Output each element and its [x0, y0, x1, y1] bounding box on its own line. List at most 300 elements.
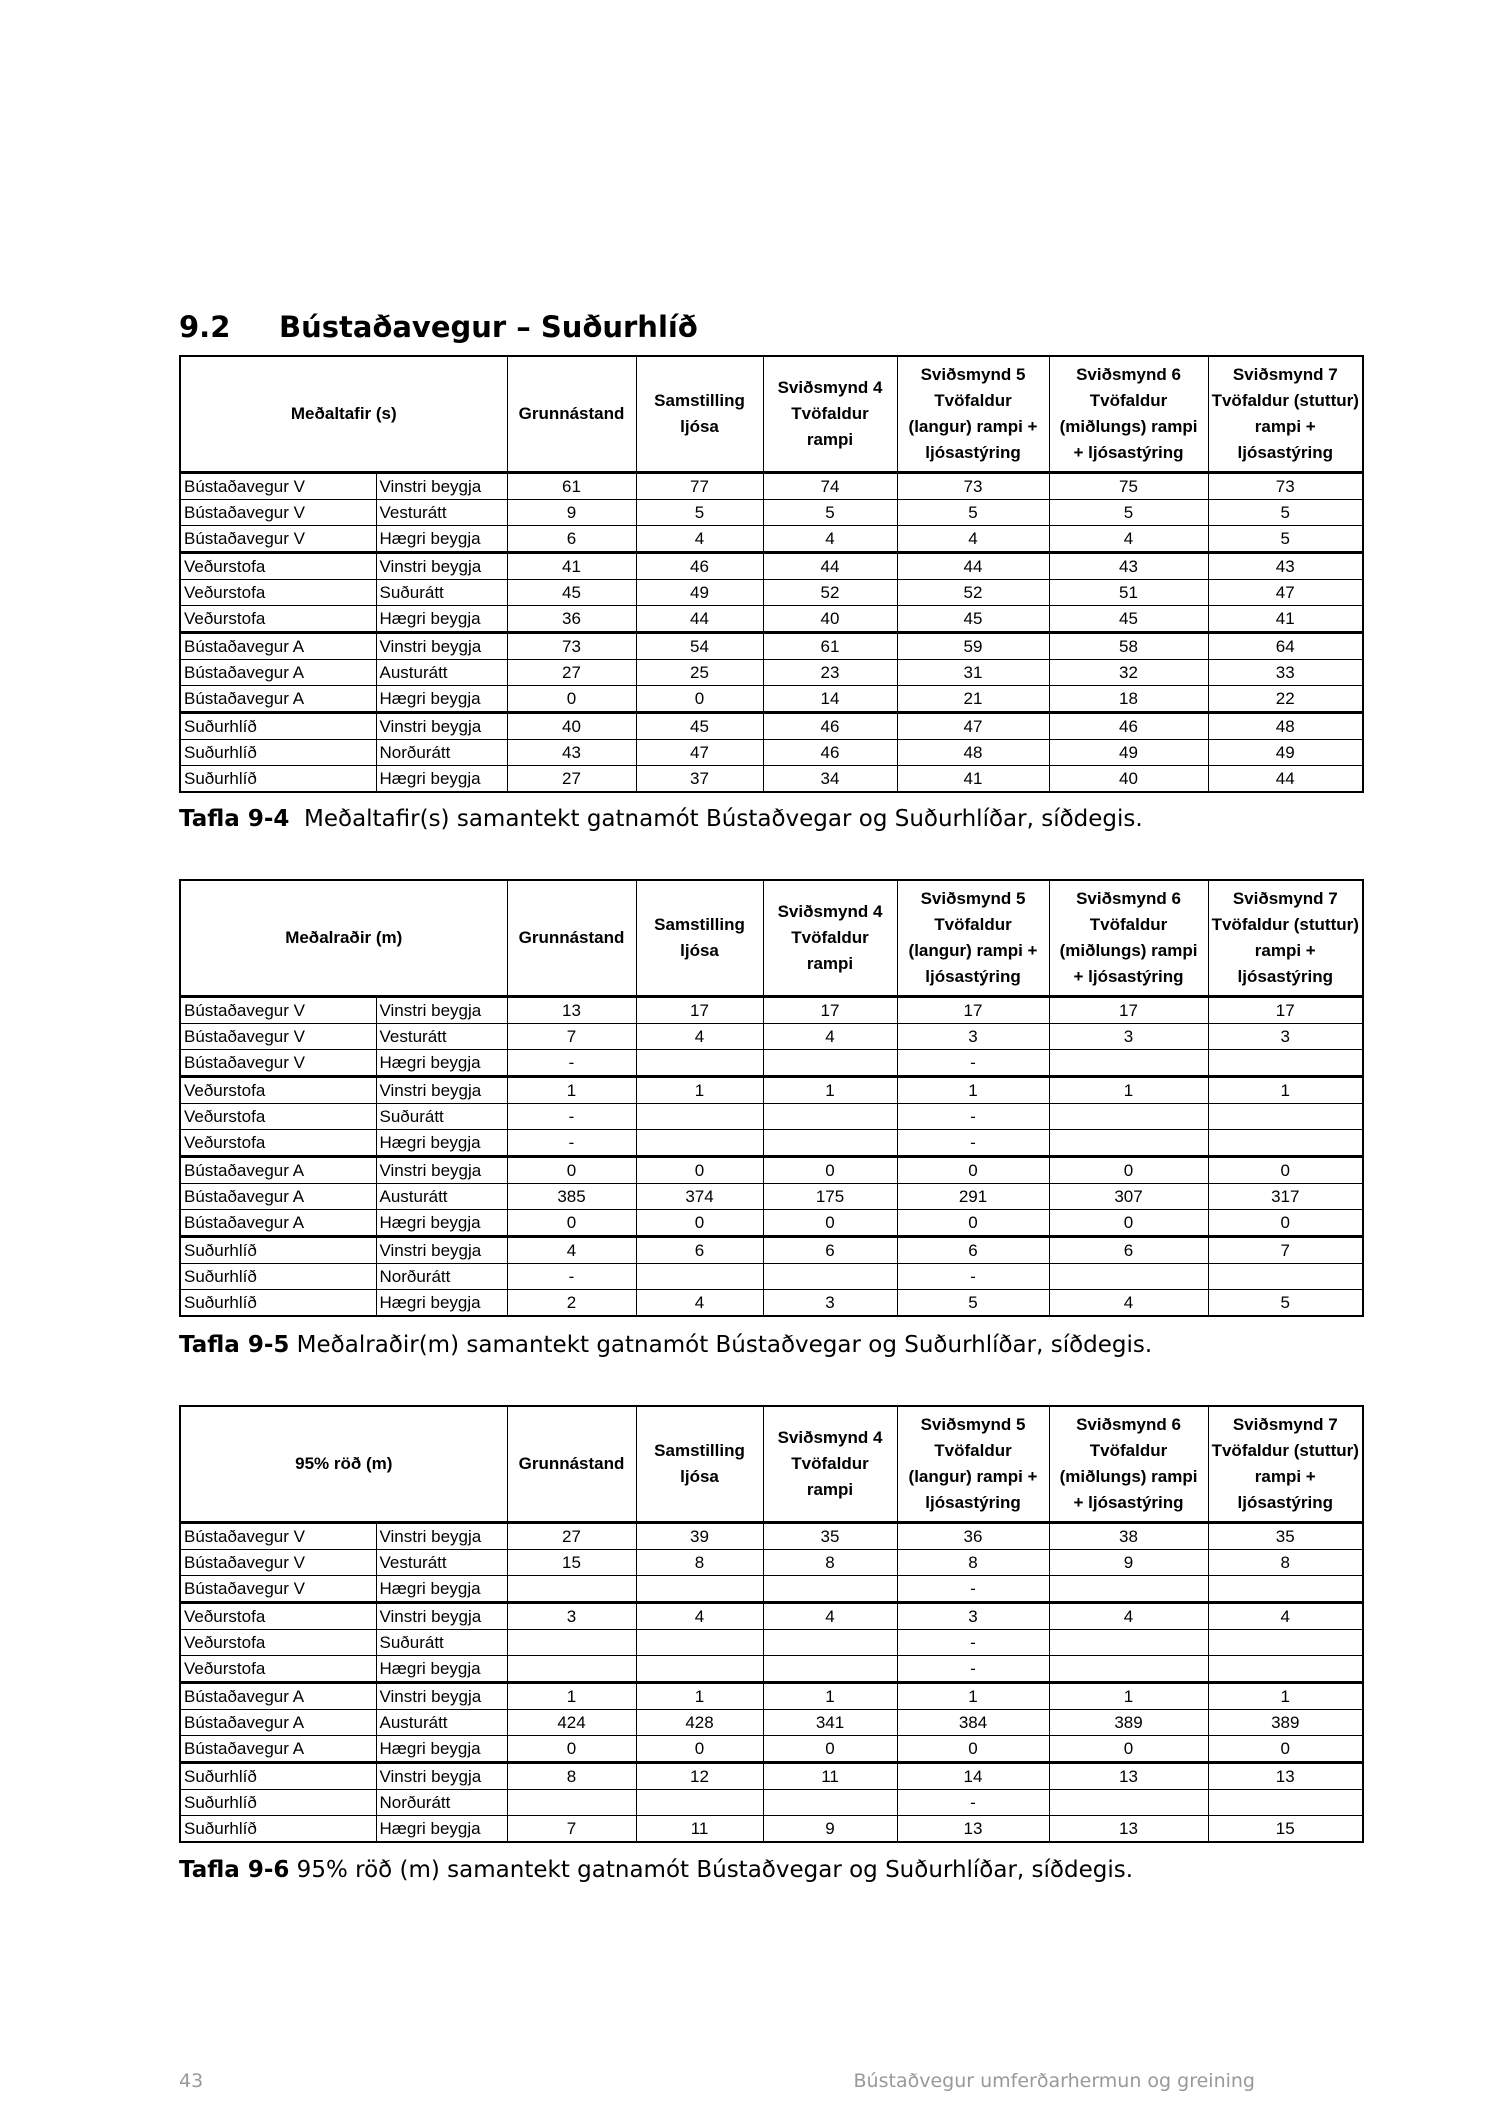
table-row: [180, 526, 1363, 553]
value-cell: 0: [636, 1210, 763, 1237]
table-row: [180, 1710, 1363, 1736]
queue-table: [179, 879, 1364, 1317]
value-cell: 1: [897, 1683, 1049, 1710]
column-header: Samstilling ljósa: [636, 1406, 763, 1523]
value-cell: 27: [507, 660, 636, 686]
value-cell: 13: [507, 997, 636, 1024]
value-cell: 38: [1049, 1523, 1208, 1550]
value-cell: 4: [1049, 1603, 1208, 1630]
value-cell: [636, 1104, 763, 1130]
value-cell: 8: [1208, 1550, 1363, 1576]
value-cell: 5: [1208, 500, 1363, 526]
delay-table: [179, 355, 1364, 793]
value-cell: 1: [1049, 1077, 1208, 1104]
value-cell: 0: [763, 1736, 897, 1763]
value-cell: [763, 1630, 897, 1656]
value-cell: 23: [763, 660, 897, 686]
value-cell: [763, 1576, 897, 1603]
table-row: [180, 1104, 1363, 1130]
approach-cell: Bústaðavegur V: [180, 1024, 376, 1050]
table-row: [180, 766, 1363, 793]
approach-cell: Bústaðavegur V: [180, 1576, 376, 1603]
value-cell: 40: [763, 606, 897, 633]
value-cell: 73: [507, 633, 636, 660]
column-header: Grunnástand: [507, 880, 636, 997]
value-cell: 4: [763, 526, 897, 553]
value-cell: 4: [636, 1024, 763, 1050]
table-row: [180, 1157, 1363, 1184]
value-cell: [763, 1130, 897, 1157]
approach-cell: Veðurstofa: [180, 1630, 376, 1656]
value-cell: [1049, 1656, 1208, 1683]
value-cell: 47: [636, 740, 763, 766]
table-row: [180, 1184, 1363, 1210]
value-cell: [1049, 1130, 1208, 1157]
value-cell: 46: [636, 553, 763, 580]
table-row: [180, 1050, 1363, 1077]
value-cell: -: [897, 1656, 1049, 1683]
value-cell: 1: [763, 1077, 897, 1104]
section-number: 9.2: [179, 310, 231, 344]
value-cell: [1049, 1050, 1208, 1077]
value-cell: [1208, 1576, 1363, 1603]
table-row: [180, 606, 1363, 633]
table-row: [180, 1290, 1363, 1317]
value-cell: 0: [763, 1210, 897, 1237]
movement-cell: Austurátt: [376, 660, 507, 686]
table-row: [180, 500, 1363, 526]
header-row: [180, 356, 1363, 473]
approach-cell: Bústaðavegur V: [180, 1050, 376, 1077]
approach-cell: Veðurstofa: [180, 1130, 376, 1157]
movement-cell: Suðurátt: [376, 1104, 507, 1130]
table-row: [180, 660, 1363, 686]
caption-text: Meðaltafir(s) samantekt gatnamót Bústaðvegar og Suðurhlíðar, síðdegis.: [289, 806, 1143, 832]
value-cell: 5: [897, 1290, 1049, 1317]
value-cell: 3: [763, 1290, 897, 1317]
value-cell: 36: [507, 606, 636, 633]
value-cell: 1: [507, 1077, 636, 1104]
table-row: [180, 1763, 1363, 1790]
value-cell: [763, 1104, 897, 1130]
value-cell: 21: [897, 686, 1049, 713]
caption-text: 95% röð (m) samantekt gatnamót Bústaðvegar og Suðurhlíðar, síðdegis.: [289, 1857, 1134, 1883]
value-cell: [507, 1576, 636, 1603]
value-cell: 4: [636, 1603, 763, 1630]
approach-cell: Suðurhlíð: [180, 766, 376, 793]
value-cell: 61: [507, 473, 636, 500]
value-cell: 58: [1049, 633, 1208, 660]
value-cell: [1208, 1050, 1363, 1077]
value-cell: 52: [897, 580, 1049, 606]
table-row: [180, 633, 1363, 660]
metric-header: Meðaltafir (s): [180, 356, 507, 473]
value-cell: 77: [636, 473, 763, 500]
caption-text: Meðalraðir(m) samantekt gatnamót Bústaðvegar og Suðurhlíðar, síðdegis.: [289, 1332, 1153, 1358]
approach-cell: Veðurstofa: [180, 580, 376, 606]
header-row: [180, 1406, 1363, 1523]
value-cell: 0: [636, 1157, 763, 1184]
value-cell: 25: [636, 660, 763, 686]
movement-cell: Austurátt: [376, 1710, 507, 1736]
metric-header: Meðalraðir (m): [180, 880, 507, 997]
value-cell: [1049, 1576, 1208, 1603]
value-cell: 0: [897, 1210, 1049, 1237]
value-cell: 47: [897, 713, 1049, 740]
table-row: [180, 1550, 1363, 1576]
value-cell: 4: [1049, 526, 1208, 553]
value-cell: 48: [897, 740, 1049, 766]
value-cell: [763, 1790, 897, 1816]
movement-cell: Suðurátt: [376, 580, 507, 606]
value-cell: 4: [636, 526, 763, 553]
value-cell: 14: [763, 686, 897, 713]
approach-cell: Bústaðavegur A: [180, 1184, 376, 1210]
movement-cell: Norðurátt: [376, 1790, 507, 1816]
approach-cell: Suðurhlíð: [180, 1790, 376, 1816]
movement-cell: Hægri beygja: [376, 1736, 507, 1763]
value-cell: 341: [763, 1710, 897, 1736]
section-heading: [179, 310, 698, 344]
value-cell: [636, 1576, 763, 1603]
value-cell: 2: [507, 1290, 636, 1317]
value-cell: 27: [507, 766, 636, 793]
column-header: Grunnástand: [507, 356, 636, 473]
value-cell: 6: [507, 526, 636, 553]
approach-cell: Bústaðavegur V: [180, 997, 376, 1024]
column-header: Sviðsmynd 7 Tvöfaldur (stuttur) rampi + ljósastýring: [1208, 1406, 1363, 1523]
value-cell: 428: [636, 1710, 763, 1736]
movement-cell: Vinstri beygja: [376, 1763, 507, 1790]
value-cell: 1: [1049, 1683, 1208, 1710]
value-cell: 44: [636, 606, 763, 633]
value-cell: 17: [636, 997, 763, 1024]
movement-cell: Vinstri beygja: [376, 1157, 507, 1184]
value-cell: 1: [636, 1077, 763, 1104]
approach-cell: Suðurhlíð: [180, 1237, 376, 1264]
value-cell: 46: [763, 713, 897, 740]
value-cell: 17: [1049, 997, 1208, 1024]
table-row: [180, 1656, 1363, 1683]
value-cell: 3: [1049, 1024, 1208, 1050]
movement-cell: Hægri beygja: [376, 686, 507, 713]
movement-cell: Vinstri beygja: [376, 1237, 507, 1264]
value-cell: 61: [763, 633, 897, 660]
column-header: Sviðsmynd 4 Tvöfaldur rampi: [763, 880, 897, 997]
approach-cell: Suðurhlíð: [180, 1763, 376, 1790]
value-cell: 8: [897, 1550, 1049, 1576]
value-cell: 41: [1208, 606, 1363, 633]
value-cell: 4: [1049, 1290, 1208, 1317]
value-cell: [1049, 1630, 1208, 1656]
table-row: [180, 580, 1363, 606]
movement-cell: Hægri beygja: [376, 1130, 507, 1157]
value-cell: 0: [1049, 1157, 1208, 1184]
value-cell: [1049, 1790, 1208, 1816]
value-cell: 3: [507, 1603, 636, 1630]
movement-cell: Norðurátt: [376, 1264, 507, 1290]
value-cell: [763, 1656, 897, 1683]
value-cell: 49: [1049, 740, 1208, 766]
movement-cell: Hægri beygja: [376, 1050, 507, 1077]
value-cell: 11: [763, 1763, 897, 1790]
value-cell: 43: [1049, 553, 1208, 580]
value-cell: 3: [897, 1024, 1049, 1050]
value-cell: 7: [1208, 1237, 1363, 1264]
value-cell: 9: [763, 1816, 897, 1843]
table-row: [180, 1523, 1363, 1550]
value-cell: 6: [897, 1237, 1049, 1264]
approach-cell: Bústaðavegur V: [180, 473, 376, 500]
movement-cell: Hægri beygja: [376, 1210, 507, 1237]
table-row: [180, 1603, 1363, 1630]
value-cell: -: [897, 1104, 1049, 1130]
movement-cell: Hægri beygja: [376, 1290, 507, 1317]
table-row: [180, 1736, 1363, 1763]
movement-cell: Vinstri beygja: [376, 473, 507, 500]
caption-label: Tafla 9-6: [179, 1857, 290, 1883]
column-header: Sviðsmynd 4 Tvöfaldur rampi: [763, 356, 897, 473]
approach-cell: Veðurstofa: [180, 1603, 376, 1630]
value-cell: 17: [897, 997, 1049, 1024]
movement-cell: Hægri beygja: [376, 1576, 507, 1603]
value-cell: 0: [507, 1157, 636, 1184]
movement-cell: Austurátt: [376, 1184, 507, 1210]
movement-cell: Hægri beygja: [376, 766, 507, 793]
value-cell: 14: [897, 1763, 1049, 1790]
table-row: [180, 1264, 1363, 1290]
approach-cell: Veðurstofa: [180, 1104, 376, 1130]
value-cell: 4: [1208, 1603, 1363, 1630]
value-cell: 0: [1049, 1736, 1208, 1763]
value-cell: [1049, 1104, 1208, 1130]
value-cell: 15: [1208, 1816, 1363, 1843]
value-cell: 1: [763, 1683, 897, 1710]
value-cell: 32: [1049, 660, 1208, 686]
value-cell: 4: [763, 1024, 897, 1050]
approach-cell: Bústaðavegur V: [180, 500, 376, 526]
value-cell: 1: [507, 1683, 636, 1710]
approach-cell: Veðurstofa: [180, 1656, 376, 1683]
table-row: [180, 1024, 1363, 1050]
value-cell: 0: [507, 686, 636, 713]
value-cell: 41: [507, 553, 636, 580]
value-cell: 45: [1049, 606, 1208, 633]
movement-cell: Hægri beygja: [376, 526, 507, 553]
value-cell: 0: [636, 1736, 763, 1763]
metric-header: 95% röð (m): [180, 1406, 507, 1523]
approach-cell: Bústaðavegur A: [180, 633, 376, 660]
value-cell: 389: [1208, 1710, 1363, 1736]
value-cell: 54: [636, 633, 763, 660]
value-cell: 5: [897, 500, 1049, 526]
column-header: Sviðsmynd 6 Tvöfaldur (miðlungs) rampi + ljósastýring: [1049, 1406, 1208, 1523]
value-cell: -: [897, 1050, 1049, 1077]
value-cell: 41: [897, 766, 1049, 793]
value-cell: [1208, 1790, 1363, 1816]
movement-cell: Vinstri beygja: [376, 1683, 507, 1710]
value-cell: 40: [507, 713, 636, 740]
table-row: [180, 1130, 1363, 1157]
table-caption: [179, 1332, 1152, 1358]
value-cell: 0: [507, 1736, 636, 1763]
table-caption: [179, 806, 1143, 832]
approach-cell: Bústaðavegur A: [180, 1157, 376, 1184]
value-cell: 51: [1049, 580, 1208, 606]
value-cell: -: [507, 1130, 636, 1157]
value-cell: 49: [636, 580, 763, 606]
column-header: Sviðsmynd 5 Tvöfaldur (langur) rampi + ljósastýring: [897, 356, 1049, 473]
movement-cell: Hægri beygja: [376, 1656, 507, 1683]
value-cell: 1: [897, 1077, 1049, 1104]
value-cell: [1208, 1130, 1363, 1157]
column-header: Grunnástand: [507, 1406, 636, 1523]
approach-cell: Bústaðavegur A: [180, 1210, 376, 1237]
value-cell: 4: [763, 1603, 897, 1630]
value-cell: 59: [897, 633, 1049, 660]
value-cell: [1208, 1264, 1363, 1290]
approach-cell: Veðurstofa: [180, 553, 376, 580]
value-cell: 5: [1208, 526, 1363, 553]
value-cell: 385: [507, 1184, 636, 1210]
value-cell: 5: [1208, 1290, 1363, 1317]
value-cell: 35: [1208, 1523, 1363, 1550]
column-header: Sviðsmynd 6 Tvöfaldur (miðlungs) rampi + ljósastýring: [1049, 880, 1208, 997]
value-cell: [1208, 1630, 1363, 1656]
value-cell: 48: [1208, 713, 1363, 740]
caption-label: Tafla 9-5: [179, 1332, 290, 1358]
movement-cell: Vinstri beygja: [376, 633, 507, 660]
value-cell: 307: [1049, 1184, 1208, 1210]
value-cell: 74: [763, 473, 897, 500]
value-cell: 0: [1049, 1210, 1208, 1237]
value-cell: 5: [763, 500, 897, 526]
column-header: Sviðsmynd 6 Tvöfaldur (miðlungs) rampi + ljósastýring: [1049, 356, 1208, 473]
value-cell: 45: [636, 713, 763, 740]
value-cell: [636, 1264, 763, 1290]
value-cell: 44: [897, 553, 1049, 580]
value-cell: 6: [1049, 1237, 1208, 1264]
value-cell: 17: [1208, 997, 1363, 1024]
value-cell: 389: [1049, 1710, 1208, 1736]
table-row: [180, 473, 1363, 500]
value-cell: -: [897, 1630, 1049, 1656]
value-cell: 73: [1208, 473, 1363, 500]
value-cell: 9: [507, 500, 636, 526]
value-cell: 45: [507, 580, 636, 606]
value-cell: 0: [897, 1736, 1049, 1763]
table-row: [180, 997, 1363, 1024]
value-cell: 1: [636, 1683, 763, 1710]
column-header: Sviðsmynd 5 Tvöfaldur (langur) rampi + ljósastýring: [897, 880, 1049, 997]
queue95-table: [179, 1405, 1364, 1843]
approach-cell: Bústaðavegur A: [180, 686, 376, 713]
page-number: 43: [179, 2070, 204, 2092]
value-cell: 45: [897, 606, 1049, 633]
value-cell: 33: [1208, 660, 1363, 686]
value-cell: 18: [1049, 686, 1208, 713]
value-cell: -: [507, 1104, 636, 1130]
value-cell: 6: [636, 1237, 763, 1264]
approach-cell: Suðurhlíð: [180, 713, 376, 740]
value-cell: 17: [763, 997, 897, 1024]
value-cell: -: [897, 1576, 1049, 1603]
caption-label: Tafla 9-4: [179, 806, 290, 832]
value-cell: -: [507, 1264, 636, 1290]
movement-cell: Vinstri beygja: [376, 553, 507, 580]
value-cell: 73: [897, 473, 1049, 500]
value-cell: 3: [1208, 1024, 1363, 1050]
value-cell: -: [507, 1050, 636, 1077]
movement-cell: Vinstri beygja: [376, 713, 507, 740]
value-cell: 36: [897, 1523, 1049, 1550]
table-row: [180, 1576, 1363, 1603]
header-row: [180, 880, 1363, 997]
value-cell: 75: [1049, 473, 1208, 500]
value-cell: 15: [507, 1550, 636, 1576]
column-header: Samstilling ljósa: [636, 880, 763, 997]
approach-cell: Suðurhlíð: [180, 1816, 376, 1843]
approach-cell: Veðurstofa: [180, 606, 376, 633]
column-header: Sviðsmynd 5 Tvöfaldur (langur) rampi + ljósastýring: [897, 1406, 1049, 1523]
movement-cell: Norðurátt: [376, 740, 507, 766]
movement-cell: Vinstri beygja: [376, 1523, 507, 1550]
approach-cell: Suðurhlíð: [180, 1290, 376, 1317]
value-cell: 175: [763, 1184, 897, 1210]
value-cell: [763, 1264, 897, 1290]
value-cell: 44: [763, 553, 897, 580]
approach-cell: Bústaðavegur A: [180, 1736, 376, 1763]
value-cell: 0: [636, 686, 763, 713]
approach-cell: Bústaðavegur A: [180, 1683, 376, 1710]
value-cell: -: [897, 1790, 1049, 1816]
value-cell: 46: [763, 740, 897, 766]
table-row: [180, 1790, 1363, 1816]
value-cell: 43: [507, 740, 636, 766]
table-row: [180, 713, 1363, 740]
movement-cell: Vinstri beygja: [376, 1077, 507, 1104]
value-cell: 0: [897, 1157, 1049, 1184]
value-cell: 0: [1208, 1736, 1363, 1763]
movement-cell: Suðurátt: [376, 1630, 507, 1656]
column-header: Sviðsmynd 7 Tvöfaldur (stuttur) rampi + ljósastýring: [1208, 880, 1363, 997]
approach-cell: Suðurhlíð: [180, 1264, 376, 1290]
value-cell: 11: [636, 1816, 763, 1843]
value-cell: 7: [507, 1024, 636, 1050]
value-cell: -: [897, 1264, 1049, 1290]
movement-cell: Vinstri beygja: [376, 1603, 507, 1630]
value-cell: 424: [507, 1710, 636, 1736]
movement-cell: Vinstri beygja: [376, 997, 507, 1024]
value-cell: 0: [763, 1157, 897, 1184]
value-cell: 27: [507, 1523, 636, 1550]
value-cell: 8: [507, 1763, 636, 1790]
value-cell: 64: [1208, 633, 1363, 660]
movement-cell: Vesturátt: [376, 1024, 507, 1050]
approach-cell: Bústaðavegur A: [180, 1710, 376, 1736]
value-cell: 0: [1208, 1210, 1363, 1237]
value-cell: 13: [1208, 1763, 1363, 1790]
value-cell: [1208, 1104, 1363, 1130]
value-cell: [1208, 1656, 1363, 1683]
value-cell: 13: [897, 1816, 1049, 1843]
movement-cell: Hægri beygja: [376, 606, 507, 633]
value-cell: 52: [763, 580, 897, 606]
approach-cell: Suðurhlíð: [180, 740, 376, 766]
table-row: [180, 1683, 1363, 1710]
column-header: Sviðsmynd 4 Tvöfaldur rampi: [763, 1406, 897, 1523]
column-header: Sviðsmynd 7 Tvöfaldur (stuttur) rampi + ljósastýring: [1208, 356, 1363, 473]
